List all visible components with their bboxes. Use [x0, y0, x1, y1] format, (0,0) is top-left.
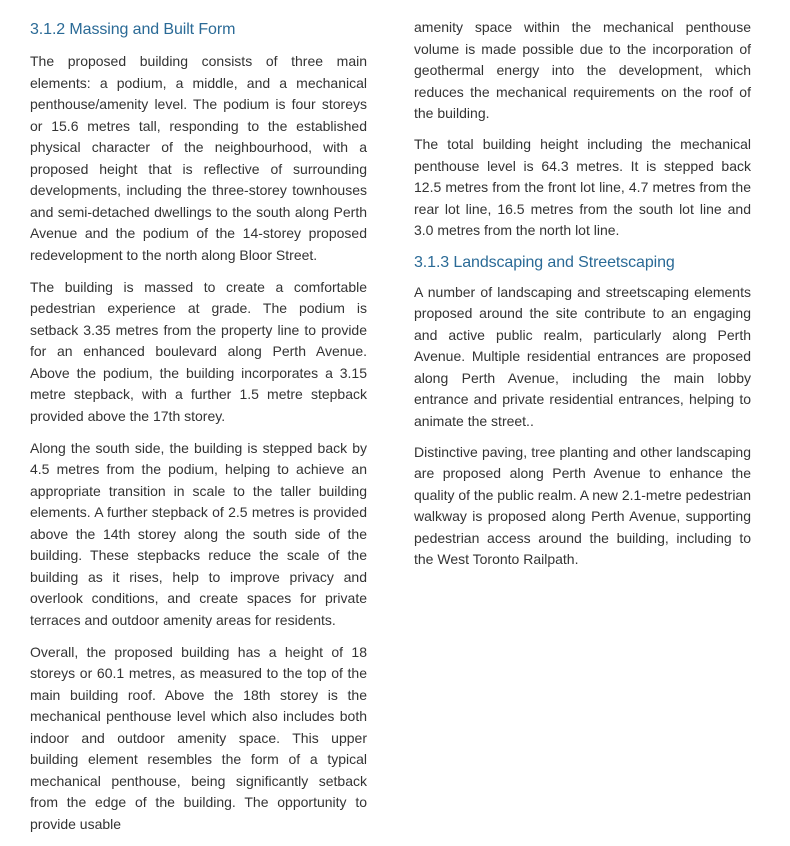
paragraph: The proposed building consists of three main elements: a podium, a middle, and a mechanical penthouse/amenity level. The podium is four storeys or 15.6 metres tall, responding to the established physical character of the neighbourhood, with a proposed height that is reflective of surrounding developments, including the three-storey townhouses and semi-detached dwellings to the south along Perth Avenue and the podium of the 14-storey proposed redevelopment to the north along Bloor Street.: [30, 53, 367, 263]
paragraph: Distinctive paving, tree planting and other landscaping are proposed along Perth Avenue to enhance the quality of the public realm. A new 2.1-metre pedestrian walkway is proposed along Perth Avenue, supporting pedestrian access around the building, including to the West Toronto Railpath.: [414, 443, 751, 567]
paragraph: amenity space within the mechanical penthouse volume is made possible due to the incorporation of geothermal energy into the development, which reduces the mechanical requirements on the roof of the building.: [414, 19, 751, 121]
paragraph: The building is massed to create a comfortable pedestrian experience at grade. The podium is setback 3.35 metres from the property line to provide for an enhanced boulevard along Perth Avenue. Above the podium, the building incorporates a 3.15 metre stepback, with a further 1.5 metre stepback provided above the 17th storey.: [30, 278, 367, 424]
paragraph: Along the south side, the building is stepped back by 4.5 metres from the podium, helping to achieve an appropriate transition in scale to the taller building elements. A further stepback of 2.5 metres is provided above the 14th storey along the south side of the building. These stepbacks reduce the scale of the building as it rises, help to improve privacy and overlook conditions, and create spaces for private terraces and outdoor amenity areas for residents.: [30, 439, 367, 628]
section-heading-landscaping: 3.1.3 Landscaping and Streetscaping: [414, 253, 675, 271]
paragraph: A number of landscaping and streetscaping elements proposed around the site contribute to an engaging and active public realm, particularly along Perth Avenue. Multiple residential entrances are proposed along Perth Avenue, including the main lobby entrance and private residential entrances, helping to animate the street..: [414, 283, 751, 429]
paragraph: The total building height including the mechanical penthouse level is 64.3 metres. It is stepped back 12.5 metres from the front lot line, 4.7 metres from the rear lot line, 16.5 metres from the south lot line and 3.0 metres from the north lot line.: [414, 136, 751, 238]
paragraph: Overall, the proposed building has a height of 18 storeys or 60.1 metres, as measured to the top of the main building roof. Above the 18th storey is the mechanical penthouse level which also includes both indoor and outdoor amenity space. This upper building element resembles the form of a typical mechanical penthouse, being significantly setback from the edge of the building. The opportunity to provide usable: [30, 643, 367, 832]
right-column: [414, 17, 751, 580]
section-heading-massing: 3.1.2 Massing and Built Form: [30, 21, 236, 38]
left-column: [30, 17, 367, 846]
